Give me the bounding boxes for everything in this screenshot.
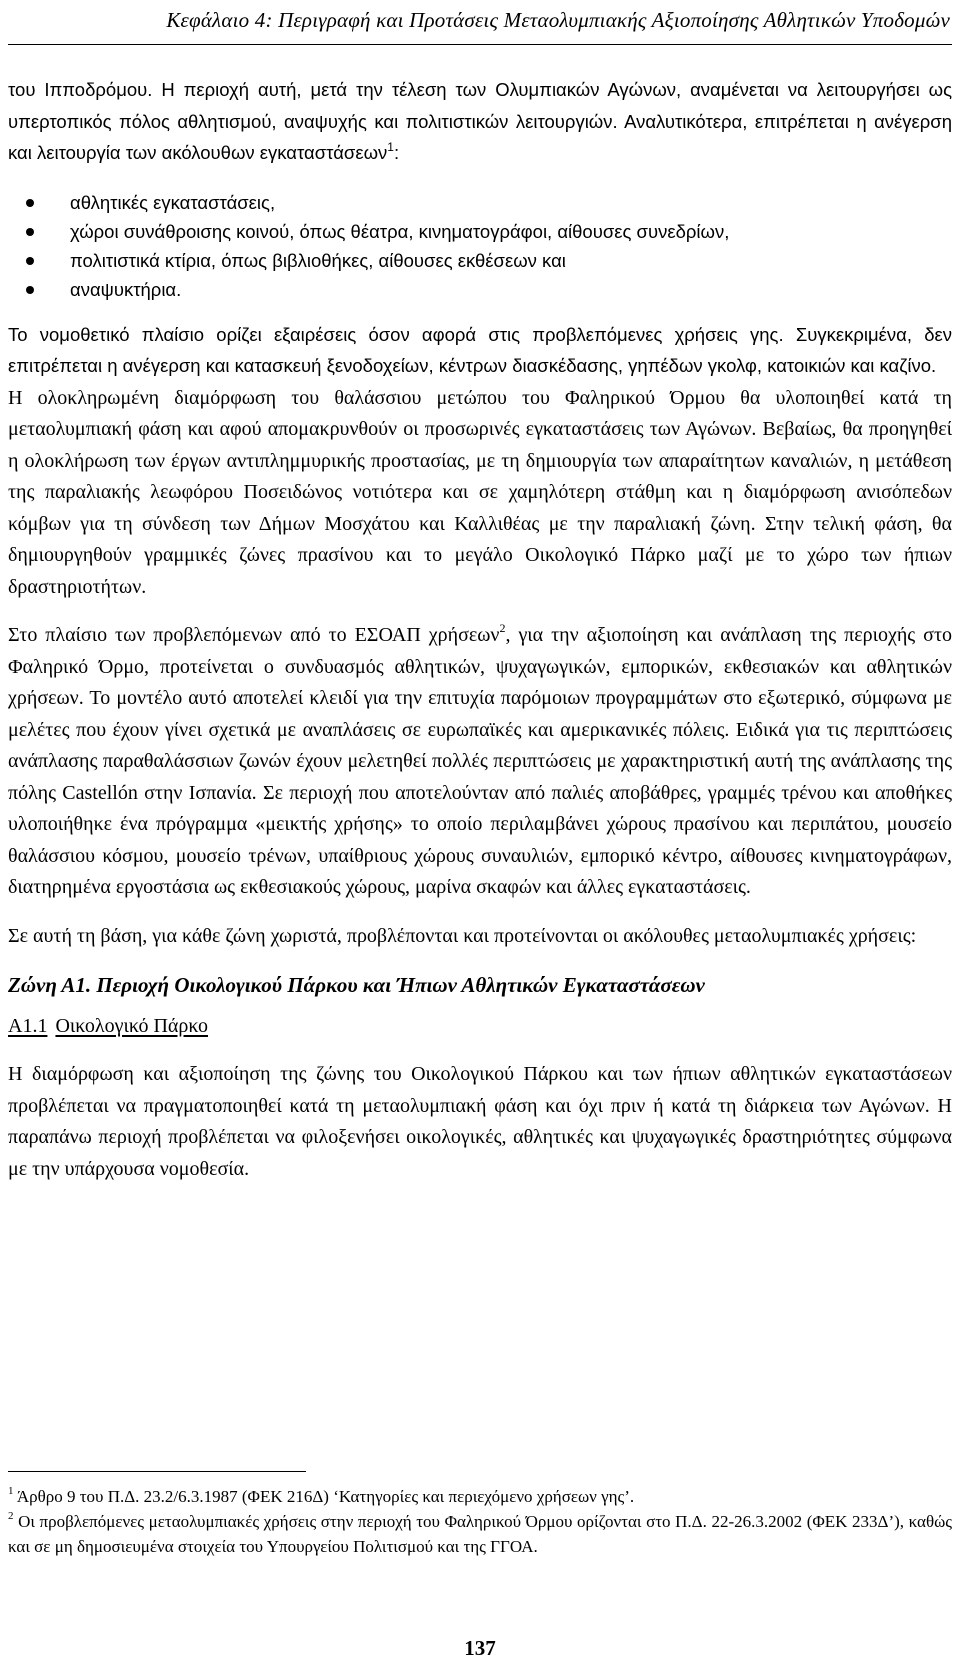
paragraph-intro (8, 74, 952, 169)
paragraph-waterfront: Η ολοκληρωμένη διαμόρφωση του θαλάσσιου μετώπου του Φαληρικού Όρμου θα υλοποιηθεί κατά τη μεταολυμπιακή φάση και αφού απομακρυνθούν οι προσωρινές εγκαταστάσεις των Αγώνων. Βεβαίως, θα προηγηθεί η ολοκλήρωση των έργων αντιπλημμυρικής προστασίας, με τη δημιουργία των απαραίτητων καναλιών, η μετάθεση της παραλιακής λεωφόρου Ποσειδώνος νοτιότερα και σε χαμηλότερη στάθμη και η διαμόρφωση ανισόπεδων κόμβων για τη σύνδεση των Δήμων Μοσχάτου και Καλλιθέας με την παραλιακή ζώνη. Στην τελική φάση, θα δημιουργηθούν γραμμικές ζώνες πρασίνου και το μεγάλο Οικολογικό Πάρκο μαζί με το χώρο των ήπιων δραστηριοτήτων. (8, 386, 952, 598)
subsection-title: Οικολογικό Πάρκο (55, 1015, 209, 1037)
list-item-text: πολιτιστικά κτίρια, όπως βιβλιοθήκες, αίθουσες εκθέσεων και (70, 249, 566, 271)
paragraph-exceptions-line2: Συγκεκριμένα, δεν επιτρέπεται η ανέγερση και κατασκευή ξενοδοχείων, κέντρων διασκέδασης, γηπέδων γκολφ, κατοικιών και καζίνο. (8, 323, 952, 376)
list-item (8, 188, 952, 217)
paragraph-intro-continued: Αναλυτικότερα, επιτρέπεται η ανέγερση και λειτουργία των ακόλουθων εγκαταστάσεων (8, 110, 953, 163)
bullet-icon (26, 286, 34, 294)
paragraph-esoap-start: Στο πλαίσιο των προβλεπόμενων από το ΕΣΟΑΠ χρήσεων (8, 624, 500, 646)
footnote-text: Οι προβλεπόμενες μεταολυμπιακές χρήσεις στην περιοχή του Φαληρικού Όρμου ορίζονται στο Π.Δ. 22-26.3.2002 (ΦΕΚ 233Δ’), καθώς και σε μη δημοσιευμένα στοιχεία του Υπουργείου Πολιτισμού και της ΓΓΟΑ. (8, 1512, 953, 1556)
paragraph-exceptions (8, 319, 952, 382)
paragraph-esoap-rest: , για την αξιοποίηση και ανάπλαση της περιοχής στο Φαληρικό Όρμο, προτείνεται ο συνδυασμός αθλητικών, ψυχαγωγικών, εμπορικών, εκθεσιακών και αθλητικών χρήσεων. Το μοντέλο αυτό αποτελεί κλειδί για την επιτυχία παρόμοιων προγραμμάτων στο εξωτερικό, σύμφωνα με μελέτες που έχουν γίνει σχετικά με αναπλάσεις σε ευρωπαϊκές και αμερικανικές πόλεις. Ειδικά για τις περιπτώσεις ανάπλασης παραθαλάσσιων ζωνών έχουν μελετηθεί πολλές περιπτώσεις με χαρακτηριστική αυτή της ανάπλασης της πόλης Castellón στην Ισπανία. Σε περιοχή που αποτελούνταν από παλιές αποβάθρες, γραμμές τρένου και αποθήκες υλοποιήθηκε ένα πρόγραμμα «μεικτής χρήσης» το οποίο περιλαμβάνει χώρους πρασίνου και περιπάτου, μουσείο θαλάσσιου κόσμου, μουσείο τρένων, υπαίθριους χώρους συναυλιών, εμπορικό κέντρο, αίθουσες κινηματογράφων, διατηρημένα εργοστάσια ως εκθεσιακούς χώρους, μαρίνα σκαφών και άλλες εγκαταστάσεις. (8, 624, 952, 898)
paragraph-intro-colon: : (393, 142, 400, 163)
footnote-ref-2: 2 (499, 621, 506, 636)
subsection-heading (8, 1011, 952, 1042)
footnote-rule (8, 1471, 306, 1472)
footnote-number: 1 (8, 1485, 14, 1498)
list-item (8, 217, 952, 246)
subsection-number: Α1.1 (8, 1015, 48, 1037)
list-item (8, 275, 952, 304)
footnotes (8, 1484, 952, 1559)
footnote-text: Άρθρο 9 του Π.Δ. 23.2/6.3.1987 (ΦΕΚ 216Δ) ‘Κατηγορίες και περιεχόμενο χρήσεων γης’. (16, 1487, 635, 1506)
bullet-icon (26, 228, 34, 236)
bullet-icon (26, 199, 34, 207)
footnote-number: 2 (8, 1510, 14, 1523)
bullet-icon (26, 257, 34, 265)
permitted-uses-list (8, 188, 952, 304)
page-number: 137 (464, 1636, 496, 1660)
zone-a1-heading: Ζώνη Α1. Περιοχή Οικολογικού Πάρκου και Ήπιων Αθλητικών Εγκαταστάσεων (8, 973, 705, 997)
paragraph-intro-text: του Ιπποδρόμου. Η περιοχή αυτή, μετά την τέλεση των Ολυμπιακών Αγώνων, αναμένεται να λειτουργήσει ως υπερτοπικός πόλος αθλητισμού, αναψυχής και πολιτιστικών λειτουργιών. (8, 79, 952, 132)
list-item-text: αναψυκτήρια. (70, 278, 182, 300)
footnote-ref-1: 1 (387, 139, 394, 154)
list-item (8, 246, 952, 275)
paragraph-zones-intro: Σε αυτή τη βάση, για κάθε ζώνη χωριστά, προβλέπονται και προτείνονται οι ακόλουθες μεταολυμπιακές χρήσεις: (8, 924, 917, 947)
list-item-text: αθλητικές εγκαταστάσεις, (70, 191, 276, 213)
list-item-text: χώροι συνάθροισης κοινού, όπως θέατρα, κινηματογράφοι, αίθουσες συνεδρίων, (70, 220, 730, 242)
footnote-1 (8, 1484, 952, 1509)
footnote-2 (8, 1509, 952, 1559)
page-body (8, 74, 952, 1185)
running-header: Κεφάλαιο 4: Περιγραφή και Προτάσεις Μεταολυμπιακής Αξιοποίησης Αθλητικών Υποδομών (166, 8, 950, 32)
paragraph-exceptions-line1: Το νομοθετικό πλαίσιο ορίζει εξαιρέσεις όσον αφορά στις προβλεπόμενες χρήσεις γης. (8, 323, 784, 345)
header-rule (8, 44, 952, 45)
paragraph-eco-park: Η διαμόρφωση και αξιοποίηση της ζώνης του Οικολογικού Πάρκου και των ήπιων αθλητικών εγκαταστάσεων προβλέπεται να πραγματοποιηθεί κατά τη μεταολυμπιακή φάση και όχι πριν ή κατά τη διάρκεια των Αγώνων. Η παραπάνω περιοχή προβλέπεται να φιλοξενήσει οικολογικές, αθλητικές και ψυχαγωγικές δραστηριότητες σύμφωνα με την υπάρχουσα νομοθεσία. (8, 1063, 952, 1180)
paragraph-esoap (8, 620, 952, 904)
